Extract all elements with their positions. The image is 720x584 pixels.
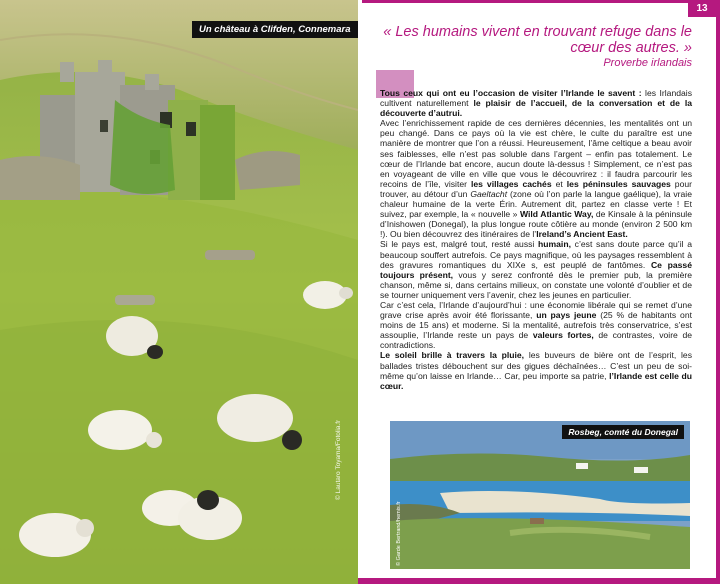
proverb-quote: « Les humains vivent en trouvant refuge dans le cœur des autres. »: [383, 24, 692, 56]
text-run: Tous ceux qui ont eu l’occasion de visiter l’Irlande le savent :: [380, 88, 642, 98]
body-text: [380, 88, 692, 391]
page-bottom-bar: [358, 578, 720, 584]
text-run: Ireland’s Ancient East.: [536, 229, 628, 240]
text-run: les péninsules sauvages: [566, 178, 671, 189]
text-run: (25 % de habitants ont moins de 15 ans) et moderne. Si la mentalité, autrefois très conservatrice, s’est assouplie, l’Irlande reste un pays de: [380, 310, 692, 341]
page-number: 13: [688, 0, 716, 17]
text-run: vous y serez confronté dès le premier pub, la première chanson, même si, dans certains milieux, on constate une volonté d’oublier et de se tourner uniquement vers l’avenir, chez les jeunes en particulier.: [380, 269, 692, 300]
text-run: Avec l’enrichissement rapide de ces dernières décennies, les mentalités ont un peu changé. Dans ce pays où la vie est chère, le culte du paraître est une manière de montrer que l’on a réussi. Heureusement, l’âme celtique a beau avoir ses faiblesses, elle n’est pas soluble dans l’argent – enfin pas totalement. Le cœur de l’Irlande bat encore, aucun doute là-dessus ! Simplement, ce n’est pas en voyageant de ville en ville que vous le découvrirez : il faudra parcourir les recoins de l’île, visiter: [380, 118, 692, 189]
rosbeg-landscape: [390, 421, 690, 569]
text-run: de Kinsale à la péninsule d’Inishowen (Donegal), la plus longue route côtière au monde (environ 2 500 km !). Ou bien découvrez des itinéraires de l’: [380, 209, 692, 240]
text-run: un pays jeune: [536, 310, 597, 321]
text-run: (zone où l’on parle la langue gaélique), la vraie chaleur humaine de la verte Érin. Autrement dit, partez en classe verte ! Et suivez, par exemple, la « nouvelle »: [380, 188, 693, 220]
body-paragraph: [380, 350, 692, 390]
text-run: le plaisir de l’accueil, de la conversation et de la découverte d’autrui.: [380, 98, 693, 119]
castle-sheep-illustration: [0, 0, 358, 584]
body-paragraph: [380, 239, 692, 300]
castle-photo: [0, 0, 358, 584]
rosbeg-photo-caption: Rosbeg, comté du Donegal: [562, 425, 684, 439]
castle-photo-credit: © Lautaro Toyama/Fotolia.fr: [335, 419, 342, 500]
text-run: Le soleil brille à travers la pluie,: [380, 350, 525, 361]
proverb-source: Proverbe irlandais: [603, 57, 692, 69]
body-paragraph: [380, 88, 692, 118]
text-run: humain,: [538, 239, 571, 250]
text-run: les buveurs de bière ont de l’esprit, les ballades tristes débouchent sur des gigues déchaînées… C’est un peu de soi-même qu’on laisse en Irlande… Car, peu importe sa patrie,: [380, 350, 692, 381]
text-run: de contrastes, voire de contradictions.: [380, 330, 692, 351]
text-page: [358, 0, 720, 584]
castle-photo-caption: Un château à Clifden, Connemara: [192, 21, 358, 38]
text-run: Ce passé toujours présent,: [380, 259, 692, 280]
text-run: Car c’est cela, l’Irlande d’aujourd’hui : une économie libérale qui se remet d’une grave crise après avoir été florissante,: [380, 299, 692, 321]
text-run: Si le pays est, malgré tout, resté aussi: [380, 239, 539, 250]
text-run: l’Irlande est celle du cœur.: [380, 370, 692, 391]
text-run: c’est sans doute parce qu’il a beaucoup souffert autrefois. Ce pays magnifique, où les paysages ressemblent à des gravures romantiques du XIXe s, est peuplé de fantômes.: [380, 239, 693, 270]
text-run: les villages cachés: [470, 178, 552, 189]
text-run: et: [551, 178, 567, 189]
text-run: valeurs fortes,: [532, 330, 594, 341]
text-run: Gaeltacht: [470, 188, 508, 199]
rosbeg-photo-credit: © Garde Bertrand/hemis.fr: [396, 501, 402, 566]
text-run: les Irlandais cultivent naturellement: [380, 88, 692, 109]
page-right-bar: [716, 0, 720, 584]
text-run: Wild Atlantic Way,: [519, 209, 594, 220]
rosbeg-photo: [390, 421, 690, 569]
body-paragraph: [380, 118, 692, 239]
body-paragraph: [380, 300, 692, 350]
page-top-bar: [362, 0, 720, 3]
text-run: pour trouver, au détour d’un: [380, 178, 692, 199]
